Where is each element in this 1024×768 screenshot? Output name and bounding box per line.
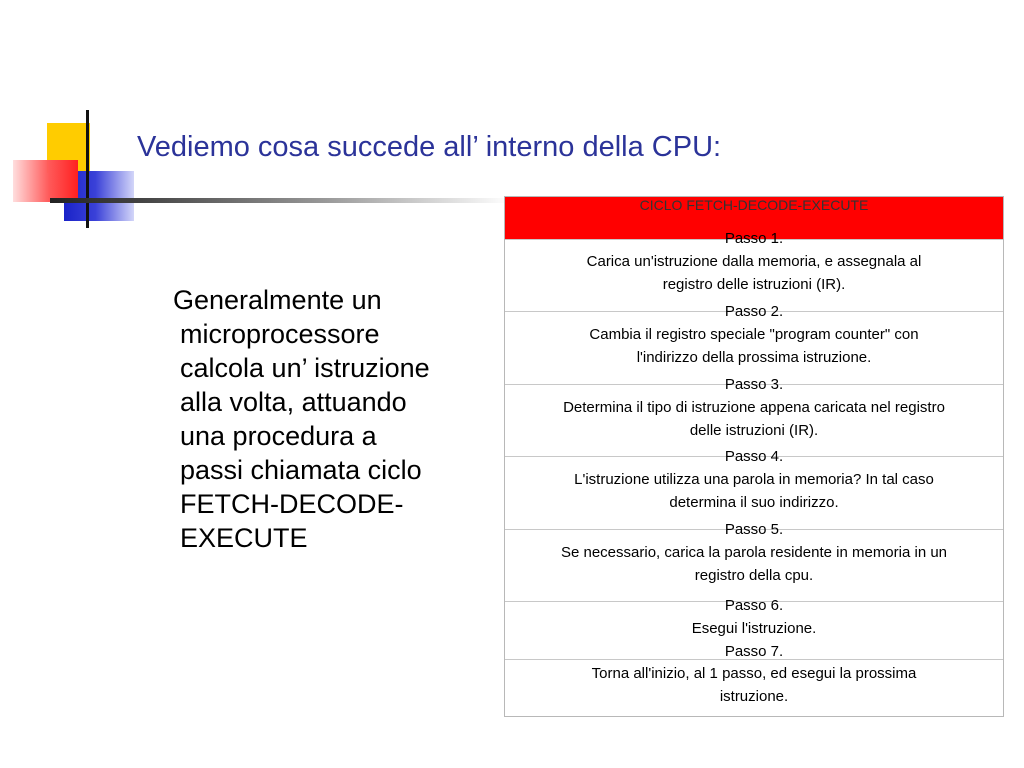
body-line: alla volta, attuando <box>180 387 407 417</box>
step-text: L'istruzione utilizza una parola in memoria? In tal caso <box>574 471 934 488</box>
step-label: Passo 4. <box>724 448 784 465</box>
decor-vertical-line <box>86 110 89 228</box>
decor-red-square <box>13 160 78 202</box>
body-line: Generalmente un <box>173 285 382 315</box>
step-label: Passo 7. <box>724 643 784 660</box>
table-row <box>505 597 1003 660</box>
cycle-table <box>504 196 1004 717</box>
body-line: microprocessore <box>180 319 380 349</box>
body-line: calcola un’ istruzione <box>180 353 430 383</box>
step-text: l'indirizzo della prossima istruzione. <box>636 349 872 366</box>
step-text: registro delle istruzioni (IR). <box>662 276 846 293</box>
step-text: Esegui l'istruzione. <box>691 620 817 637</box>
step-text: Cambia il registro speciale "program counter" con <box>589 326 919 343</box>
body-line: passi chiamata ciclo <box>180 455 422 485</box>
body-line: EXECUTE <box>180 523 308 553</box>
step-text: delle istruzioni (IR). <box>689 422 819 439</box>
step-label: Passo 5. <box>724 521 784 538</box>
body-line: una procedura a <box>180 421 377 451</box>
step-text: Torna all'inizio, al 1 passo, ed esegui la prossima <box>591 665 917 682</box>
step-text: istruzione. <box>719 688 789 705</box>
decor-horizontal-line <box>50 198 510 203</box>
step-text: Carica un'istruzione dalla memoria, e assegnala al <box>586 253 922 270</box>
table-row <box>505 521 1003 601</box>
step-label: Passo 3. <box>724 376 784 393</box>
step-text: Se necessario, carica la parola residente in memoria in un <box>560 544 948 561</box>
step-text: determina il suo indirizzo. <box>669 494 839 511</box>
body-line: FETCH-DECODE- <box>180 489 404 519</box>
step-label: Passo 6. <box>724 597 784 614</box>
table-header: CICLO FETCH-DECODE-EXECUTE <box>505 197 1003 239</box>
step-text: Determina il tipo di istruzione appena caricata nel registro <box>563 399 945 416</box>
step-label: Passo 2. <box>724 303 784 320</box>
table-row <box>505 659 1003 716</box>
step-label: Passo 1. <box>724 230 784 247</box>
slide-title: Vediemo cosa succede all’ interno della CPU: <box>137 131 722 163</box>
step-text: registro della cpu. <box>694 567 814 584</box>
body-text <box>173 283 503 555</box>
